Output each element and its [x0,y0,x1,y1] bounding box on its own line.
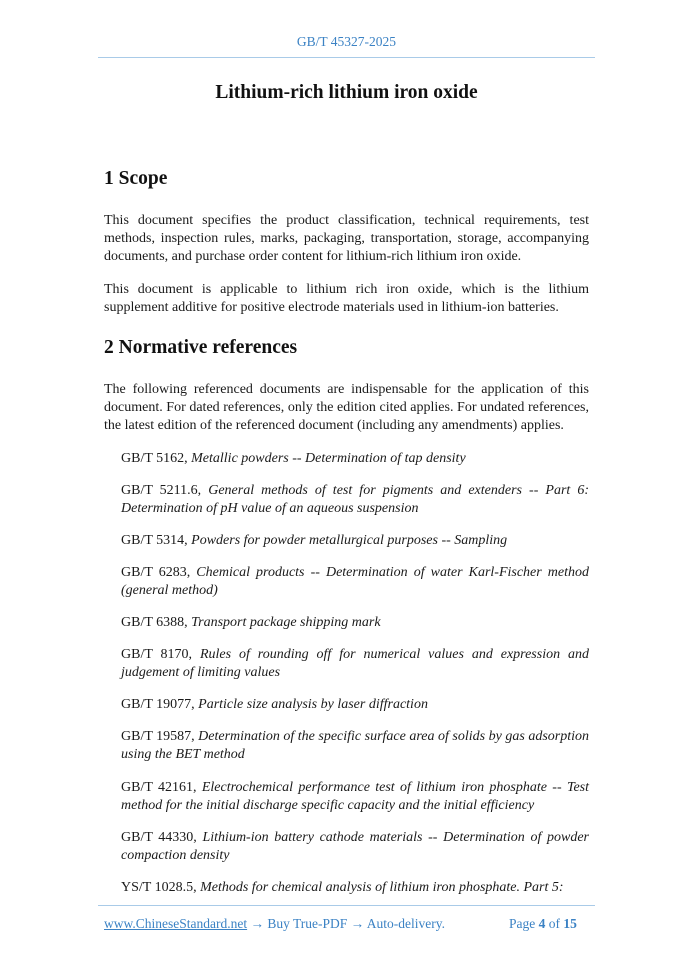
reference-item: GB/T 5162, Metallic powders -- Determination of tap density [121,451,466,466]
reference-item: GB/T 19587, Determination of the specific surface area of solids by gas adsorption using the BET method [121,729,589,762]
reference-item: GB/T 19077, Particle size analysis by laser diffraction [121,697,428,712]
scope-paragraph-2: This document is applicable to lithium rich iron oxide, which is the lithium supplement additive for positive electrode materials used in lithium-ion batteries. [104,282,589,315]
page-label: Page [509,916,536,931]
arrow-right-icon: → [350,916,365,931]
page-total: 15 [563,916,577,931]
footer-promo [104,916,445,932]
page-number [509,916,577,932]
chinesestandard-link[interactable]: www.ChineseStandard.net [104,916,248,931]
reference-item: GB/T 6388, Transport package shipping mark [121,615,381,630]
scope-paragraph-1: This document specifies the product classification, technical requirements, test methods, inspection rules, marks, packaging, transportation, storage, accompanying documents, and purchase order content for lithium-rich lithium iron oxide. [104,213,589,264]
footer-divider [98,905,595,906]
section-heading-scope: 1 Scope [104,168,168,189]
reference-item: GB/T 5211.6, General methods of test for pigments and extenders -- Part 6: Determination of pH value of an aqueous suspension [121,483,590,516]
buy-true-pdf-text: Buy True-PDF [267,916,348,931]
reference-item: GB/T 5314, Powders for powder metallurgical purposes -- Sampling [121,533,508,548]
page-current: 4 [538,916,546,931]
page-of-label: of [548,916,560,931]
normative-intro-paragraph: The following referenced documents are indispensable for the application of this document. For dated references, only the edition cited applies. For undated references, the latest edition of the referenced document (including any amendments) applies. [104,382,589,433]
auto-delivery-text: Auto-delivery. [366,916,446,931]
document-title: Lithium-rich lithium iron oxide [215,82,478,103]
reference-item: YS/T 1028.5, Methods for chemical analysis of lithium iron phosphate. Part 5: [121,880,564,895]
reference-item: GB/T 8170, Rules of rounding off for numerical values and expression and judgement of limiting values [121,647,590,680]
reference-item: GB/T 6283, Chemical products -- Determination of water Karl-Fischer method (general method) [121,565,590,598]
reference-item: GB/T 44330, Lithium-ion battery cathode materials -- Determination of powder compaction density [121,830,589,863]
reference-item: GB/T 42161, Electrochemical performance test of lithium iron phosphate -- Test method for the initial discharge specific capacity and the initial efficiency [121,780,590,813]
standard-code: GB/T 45327-2025 [296,34,397,49]
header-divider [98,57,595,58]
arrow-right-icon: → [250,916,264,931]
section-heading-normative-references: 2 Normative references [104,337,298,358]
